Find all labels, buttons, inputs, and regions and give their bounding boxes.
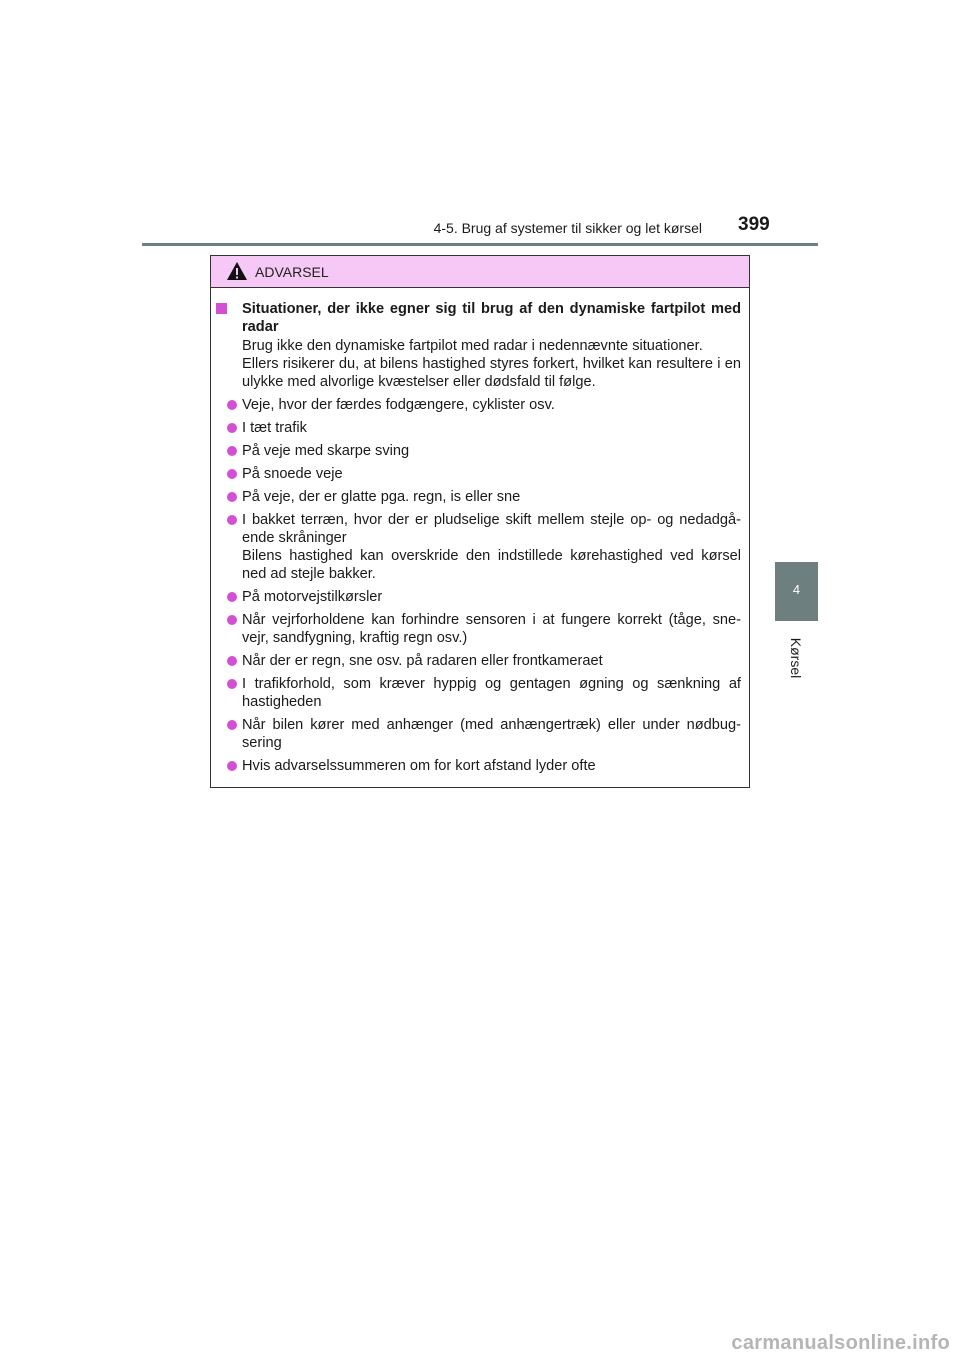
situation-text: I trafikforhold, som kræver hyppig og gentagen øgning og sænkning af hastigheden — [242, 676, 741, 710]
intro-line: Brug ikke den dynamiske fartpilot med radar i nedennævnte situationer. — [242, 338, 703, 354]
warning-title: ADVARSEL — [255, 264, 329, 280]
round-bullet-icon — [227, 446, 237, 456]
header-divider — [142, 243, 818, 246]
situation-item — [242, 442, 741, 460]
warning-heading — [242, 300, 741, 336]
situation-text: Når vejrforholdene kan forhindre sensoren i at fungere korrekt (tåge, sne-vejr, sandfygning, kraftig regn osv.) — [242, 612, 741, 646]
situation-item — [242, 716, 741, 752]
warning-box — [210, 255, 750, 788]
situation-text: På veje med skarpe sving — [242, 443, 410, 459]
warning-heading-text: Situationer, der ikke egner sig til brug af den dynamiske fartpilot med radar — [242, 301, 741, 335]
round-bullet-icon — [227, 656, 237, 666]
situation-item — [242, 419, 741, 437]
situation-text: Hvis advarselssummeren om for kort afstand lyder ofte — [242, 758, 596, 774]
round-bullet-icon — [227, 761, 237, 771]
chapter-tab — [775, 562, 818, 621]
round-bullet-icon — [227, 720, 237, 730]
situation-item — [242, 396, 741, 414]
situation-item — [242, 611, 741, 647]
intro-line: Ellers risikerer du, at bilens hastighed styres forkert, hvilket kan resultere i en ulykke med alvorlige kvæstelser eller dødsfald til følge. — [242, 356, 741, 390]
square-bullet-icon — [216, 303, 227, 314]
round-bullet-icon — [227, 592, 237, 602]
warning-header — [211, 256, 749, 288]
round-bullet-icon — [227, 515, 237, 525]
situation-item — [242, 465, 741, 483]
situation-item — [242, 511, 741, 583]
situation-item — [242, 757, 741, 775]
situation-text: Veje, hvor der færdes fodgængere, cyklister osv. — [242, 397, 555, 413]
situation-item — [242, 675, 741, 711]
chapter-label: Kørsel — [788, 637, 804, 679]
site-watermark: carmanualsonline.info — [731, 1332, 950, 1354]
situation-list — [211, 396, 749, 775]
round-bullet-icon — [227, 492, 237, 502]
situation-text: I tæt trafik — [242, 420, 307, 436]
warning-intro — [242, 337, 741, 391]
situation-text: I bakket terræn, hvor der er pludselige skift mellem stejle op- og nedadgå-ende skråninger — [242, 512, 741, 546]
page-number: 399 — [738, 214, 770, 235]
round-bullet-icon — [227, 469, 237, 479]
situation-text: På veje, der er glatte pga. regn, is eller sne — [242, 489, 521, 505]
situation-text: På snoede veje — [242, 466, 343, 482]
round-bullet-icon — [227, 679, 237, 689]
situation-text: Når bilen kører med anhænger (med anhængertræk) eller under nødbug-sering — [242, 717, 741, 751]
round-bullet-icon — [227, 423, 237, 433]
warning-triangle-icon — [226, 261, 248, 281]
situation-text: Når der er regn, sne osv. på radaren eller frontkameraet — [242, 653, 603, 669]
situation-item — [242, 488, 741, 506]
section-title: 4-5. Brug af systemer til sikker og let kørsel — [433, 220, 702, 236]
chapter-number: 4 — [792, 582, 801, 597]
round-bullet-icon — [227, 400, 237, 410]
situation-item — [242, 588, 741, 606]
situation-item — [242, 652, 741, 670]
round-bullet-icon — [227, 615, 237, 625]
situation-text: På motorvejstilkørsler — [242, 589, 383, 605]
situation-note: Bilens hastighed kan overskride den indstillede kørehastighed ved kørsel ned ad stejle bakker. — [242, 548, 741, 582]
warning-content — [211, 288, 749, 775]
